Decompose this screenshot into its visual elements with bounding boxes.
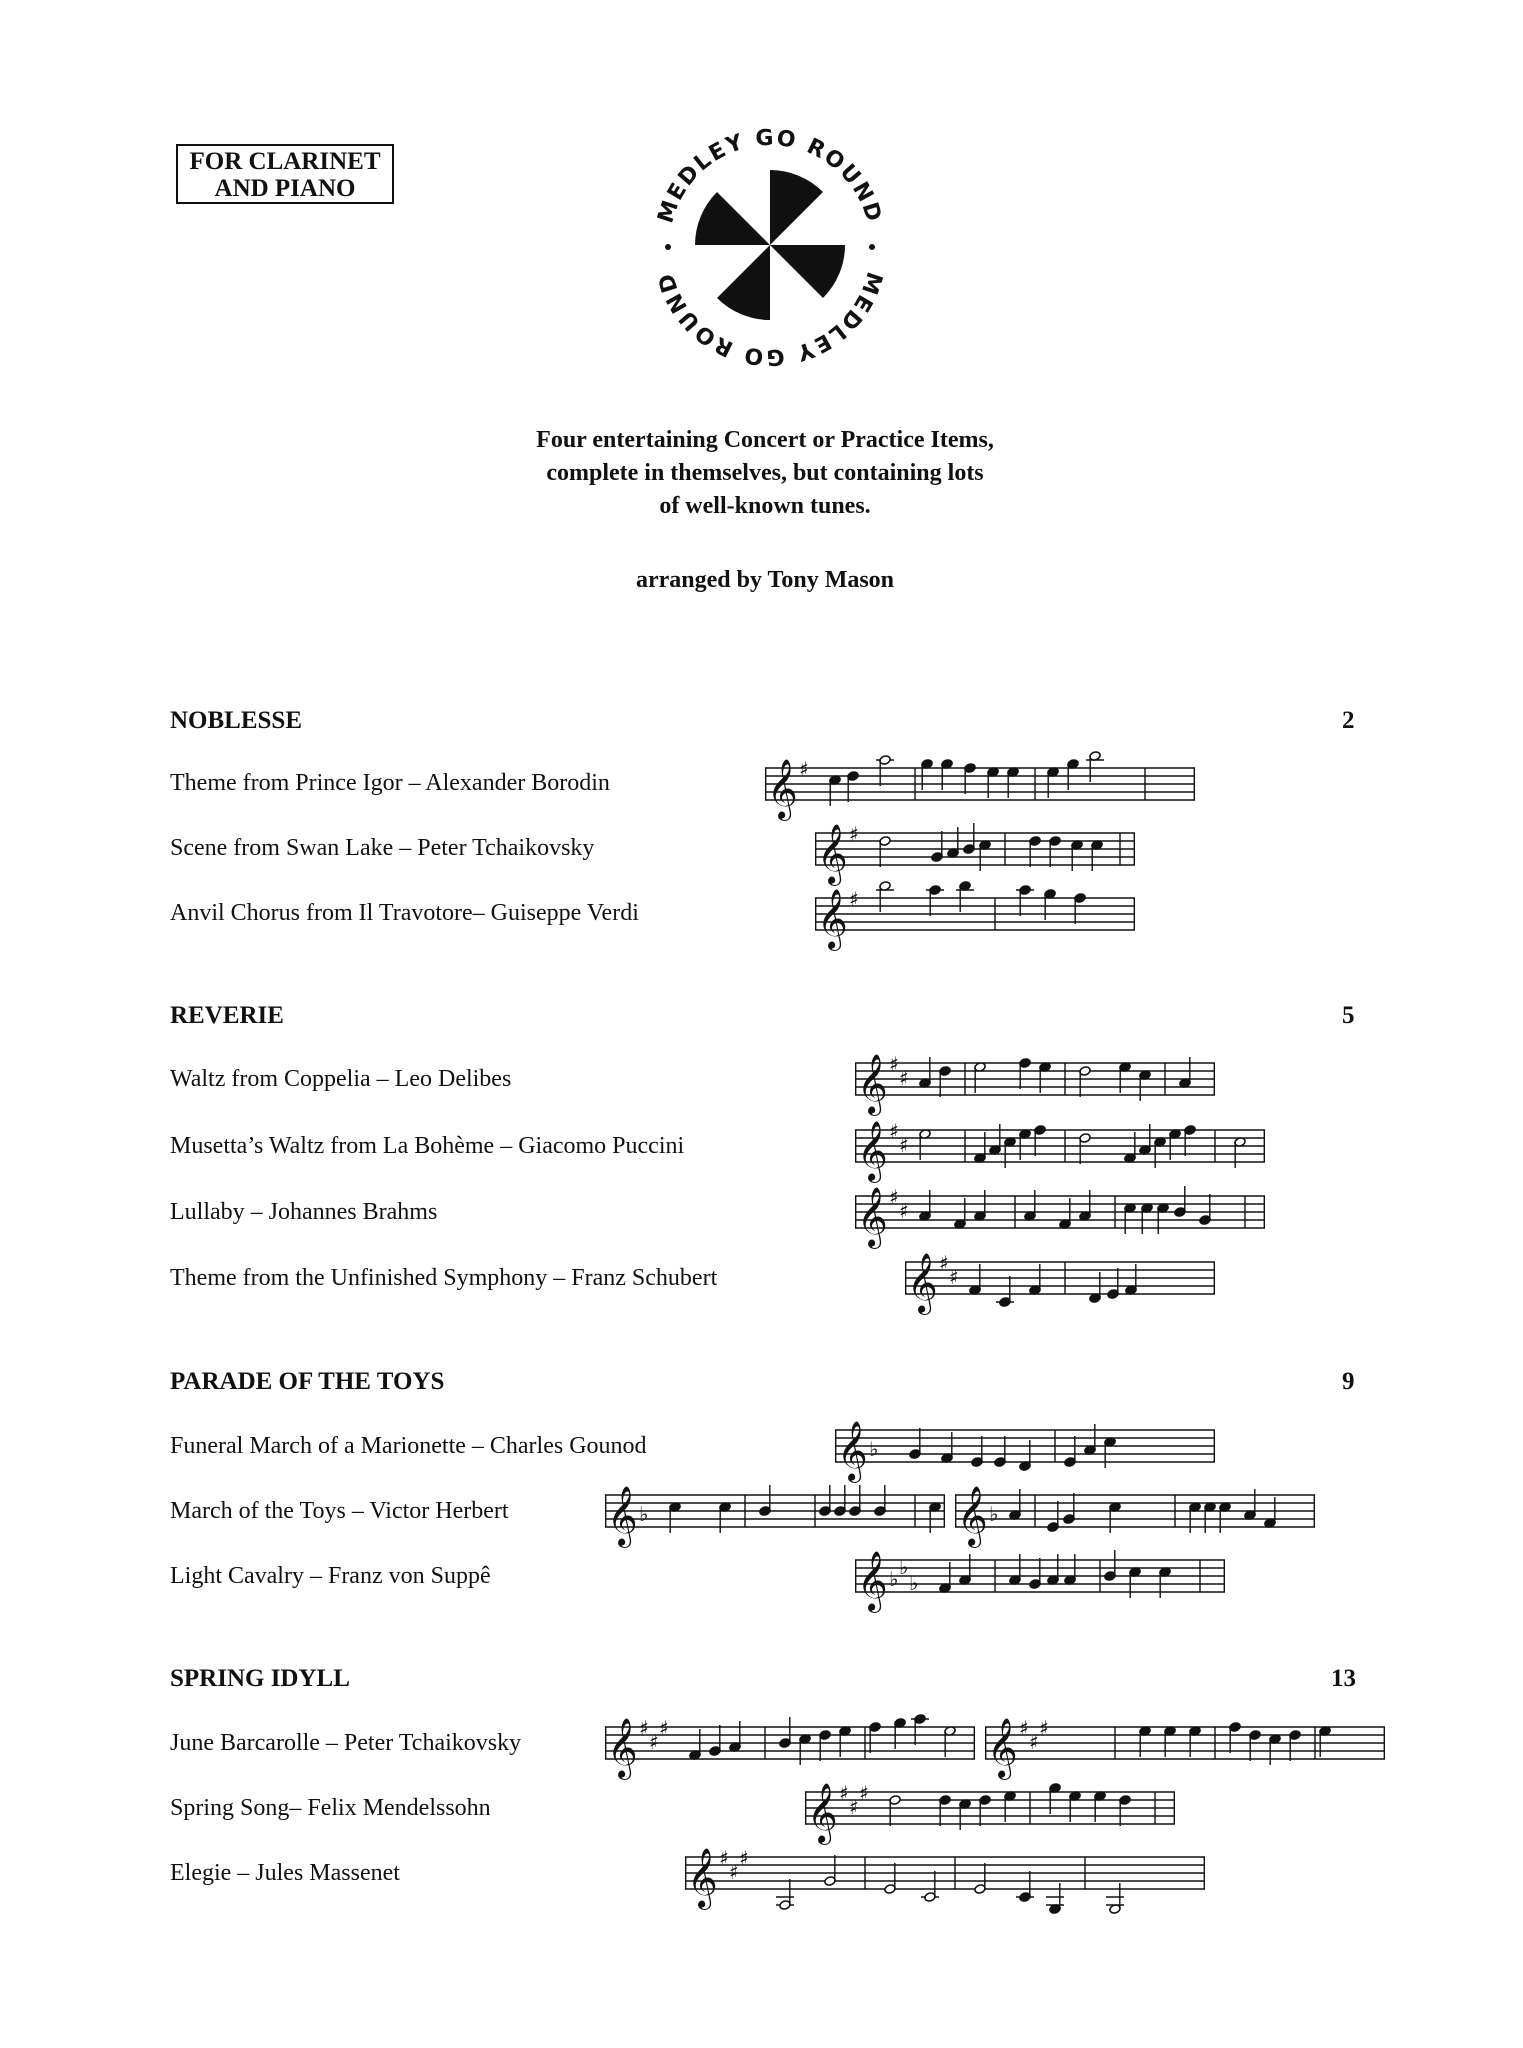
section-title-noblesse: NOBLESSE	[170, 707, 303, 734]
treble-clef-icon: 𝄞	[957, 1486, 988, 1546]
piece-title: Theme from the Unfinished Symphony – Franz Schubert	[170, 1265, 718, 1291]
sharp-icon: ♯	[889, 1119, 899, 1143]
arranger-credit: arranged by Tony Mason	[635, 567, 895, 593]
sharp-icon: ♯	[729, 1860, 739, 1884]
sharp-icon: ♯	[799, 757, 809, 781]
sharp-icon: ♯	[849, 1795, 859, 1819]
music-incipit	[955, 1477, 1315, 1547]
intro-description	[430, 424, 1100, 523]
sharp-icon: ♯	[659, 1716, 669, 1740]
treble-clef-icon: 𝄞	[837, 1421, 868, 1481]
treble-clef-icon: 𝄞	[857, 1551, 888, 1611]
treble-clef-icon: 𝄞	[817, 889, 848, 949]
medley-go-round-logo	[640, 110, 900, 380]
treble-clef-icon: 𝄞	[807, 1783, 838, 1843]
treble-clef-icon: 𝄞	[607, 1486, 638, 1546]
section-title-spring-idyll: SPRING IDYLL	[170, 1665, 350, 1692]
treble-clef-icon: 𝄞	[607, 1718, 638, 1778]
flat-icon: ♭	[639, 1502, 649, 1526]
piece-title: Lullaby – Johannes Brahms	[170, 1199, 438, 1225]
music-incipit	[605, 1709, 975, 1779]
music-incipit	[855, 1112, 1265, 1182]
piece-title: June Barcarolle – Peter Tchaikovsky	[170, 1730, 522, 1756]
sharp-icon: ♯	[859, 1781, 869, 1805]
section-page-parade-of-the-toys: 9	[1342, 1368, 1355, 1395]
piece-title: Light Cavalry – Franz von Suppê	[170, 1563, 491, 1589]
treble-clef-icon: 𝄞	[687, 1848, 718, 1908]
intro-line: Four entertaining Concert or Practice Items,	[536, 427, 994, 453]
music-incipit	[985, 1709, 1385, 1779]
flat-icon: ♭	[989, 1502, 999, 1526]
music-incipit	[605, 1477, 945, 1547]
music-incipit	[815, 880, 1135, 950]
piece-title: Elegie – Jules Massenet	[170, 1860, 400, 1886]
sharp-icon: ♯	[849, 887, 859, 911]
sharp-icon: ♯	[739, 1846, 749, 1870]
sharp-icon: ♯	[649, 1730, 659, 1754]
instrument-label-box	[176, 144, 394, 204]
piece-title: Spring Song– Felix Mendelssohn	[170, 1795, 491, 1821]
sharp-icon: ♯	[889, 1052, 899, 1076]
logo-text-top: MEDLEY GO ROUND	[653, 125, 887, 227]
sharp-icon: ♯	[839, 1781, 849, 1805]
music-incipit	[765, 750, 1195, 820]
sharp-icon: ♯	[899, 1199, 909, 1223]
sharp-icon: ♯	[899, 1133, 909, 1157]
piece-title: Anvil Chorus from Il Travotore– Guiseppe Verdi	[170, 900, 639, 926]
piece-title: Theme from Prince Igor – Alexander Borodin	[170, 770, 610, 796]
treble-clef-icon: 𝄞	[857, 1054, 888, 1114]
sharp-icon: ♯	[899, 1066, 909, 1090]
sharp-icon: ♯	[889, 1185, 899, 1209]
sharp-icon: ♯	[639, 1716, 649, 1740]
treble-clef-icon: 𝄞	[817, 824, 848, 884]
piece-title: Musetta’s Waltz from La Bohème – Giacomo Puccini	[170, 1133, 685, 1159]
logo-text-bottom: MEDLEY GO ROUND	[653, 268, 887, 370]
sharp-icon: ♯	[1029, 1730, 1039, 1754]
section-page-spring-idyll: 13	[1331, 1665, 1356, 1692]
treble-clef-icon: 𝄞	[987, 1718, 1018, 1778]
section-title-reverie: REVERIE	[170, 1002, 284, 1029]
sharp-icon: ♯	[949, 1265, 959, 1289]
logo-dot-right	[869, 244, 875, 250]
piece-title: Funeral March of a Marionette – Charles Gounod	[170, 1433, 647, 1459]
instrument-line2: AND PIANO	[214, 175, 356, 202]
treble-clef-icon: 𝄞	[907, 1253, 938, 1313]
sharp-icon: ♯	[939, 1251, 949, 1275]
music-incipit	[855, 1542, 1225, 1612]
piece-title: Waltz from Coppelia – Leo Delibes	[170, 1066, 512, 1092]
music-incipit	[815, 815, 1135, 885]
music-incipit	[835, 1412, 1215, 1482]
treble-clef-icon: 𝄞	[857, 1187, 888, 1247]
section-page-noblesse: 2	[1342, 707, 1355, 734]
flat-icon: ♭	[899, 1555, 909, 1579]
piece-title: Scene from Swan Lake – Peter Tchaikovsky	[170, 835, 595, 861]
flat-icon: ♭	[869, 1437, 879, 1461]
music-incipit	[805, 1774, 1175, 1844]
pinwheel-graphic	[695, 170, 845, 320]
sharp-icon: ♯	[849, 822, 859, 846]
music-incipit	[855, 1045, 1215, 1115]
flat-icon: ♭	[909, 1571, 919, 1595]
logo-dot-left	[665, 244, 671, 250]
music-incipit	[905, 1244, 1215, 1314]
section-title-parade-of-the-toys: PARADE OF THE TOYS	[170, 1368, 445, 1395]
section-page-reverie: 5	[1342, 1002, 1355, 1029]
sharp-icon: ♯	[1019, 1716, 1029, 1740]
instrument-line1: FOR CLARINET	[189, 148, 381, 175]
treble-clef-icon: 𝄞	[857, 1121, 888, 1181]
intro-line: complete in themselves, but containing lots	[546, 460, 984, 486]
music-incipit	[685, 1839, 1205, 1909]
sharp-icon: ♯	[719, 1846, 729, 1870]
flat-icon: ♭	[889, 1567, 899, 1591]
intro-line: of well-known tunes.	[659, 493, 871, 519]
sharp-icon: ♯	[1039, 1716, 1049, 1740]
piece-title: March of the Toys – Victor Herbert	[170, 1498, 509, 1524]
treble-clef-icon: 𝄞	[767, 759, 798, 819]
music-incipit	[855, 1178, 1265, 1248]
